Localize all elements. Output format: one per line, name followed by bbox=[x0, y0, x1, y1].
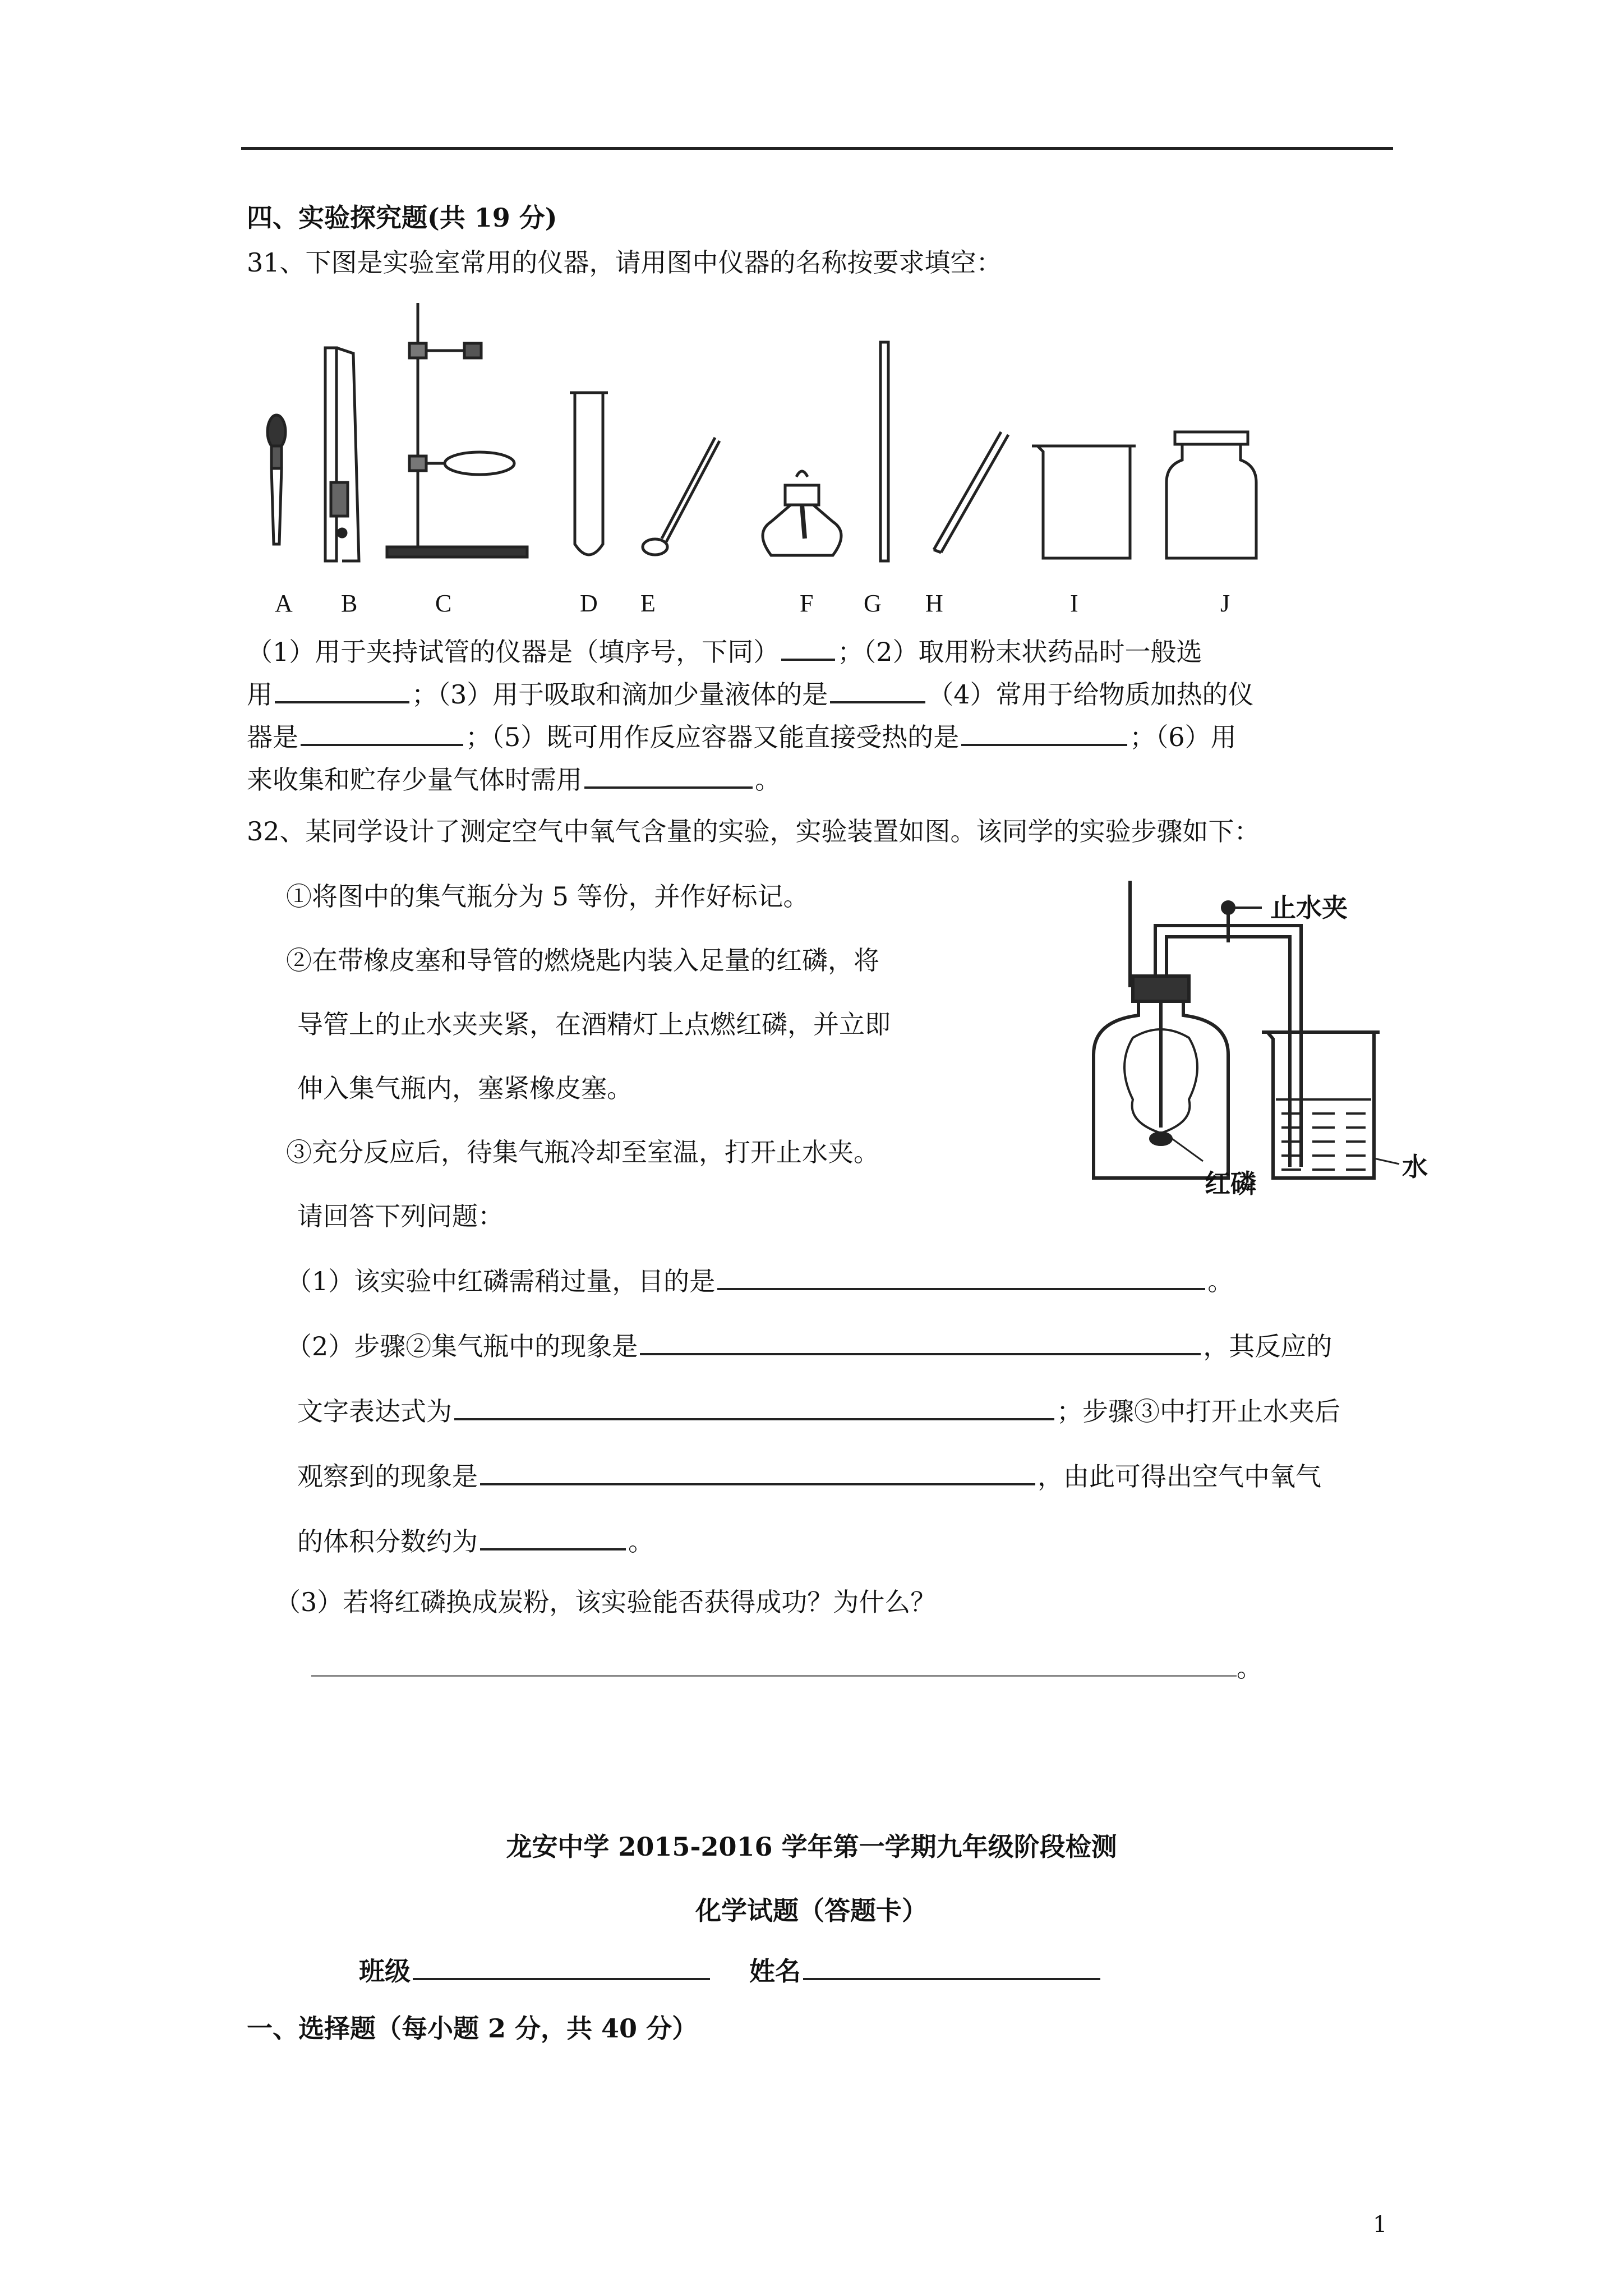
section-title: 四、实验探究题(共 19 分) bbox=[247, 203, 557, 233]
top-rule bbox=[241, 147, 1393, 150]
dropper-icon bbox=[268, 415, 285, 544]
apparatus-letter-b: B bbox=[341, 590, 358, 617]
answer-blank-4[interactable] bbox=[301, 718, 463, 746]
class-input[interactable] bbox=[413, 1952, 710, 1980]
q31-stem: 31、下图是实验室常用的仪器，请用图中仪器的名称按要求填空： bbox=[247, 247, 1002, 278]
tweezers-icon bbox=[934, 432, 1008, 553]
answer-blank-12[interactable] bbox=[311, 1649, 1237, 1677]
answer-blank-6[interactable] bbox=[584, 761, 753, 789]
q32-step-3: ③充分反应后，待集气瓶冷却至室温，打开止水夹。 bbox=[286, 1137, 879, 1167]
q31-line-2: 用 ；（3）用于吸取和滴加少量液体的是 （4）常用于给物质加热的仪 bbox=[247, 675, 1254, 711]
answer-blank-10[interactable] bbox=[480, 1457, 1035, 1485]
answer-blank-11[interactable] bbox=[480, 1522, 626, 1550]
test-tube-holder-icon bbox=[325, 348, 359, 561]
q31-line-3: 器是 ；（5）既可用作反应容器又能直接受热的是 ；（6）用 bbox=[247, 718, 1237, 754]
q32-step-1: ①将图中的集气瓶分为 5 等份，并作好标记。 bbox=[286, 881, 809, 912]
alcohol-lamp-icon bbox=[763, 471, 841, 555]
apparatus-letter-a: A bbox=[275, 590, 293, 617]
q32-answer-3: （3）若将红磷换成炭粉，该实验能否获得成功？为什么？ bbox=[275, 1587, 937, 1617]
apparatus-letter-i: I bbox=[1070, 590, 1078, 617]
q32-answer-2a: （2）步骤②集气瓶中的现象是 ，其反应的 bbox=[286, 1327, 1332, 1363]
q32-answer-2b: 文字表达式为 ；步骤③中打开止水夹后 bbox=[297, 1392, 1340, 1428]
q32-prompt: 请回答下列问题： bbox=[297, 1201, 504, 1231]
apparatus-letter-c: C bbox=[435, 590, 452, 617]
q32-answer-1: （1）该实验中红磷需稍过量，目的是 。 bbox=[286, 1262, 1233, 1298]
apparatus-letter-h: H bbox=[925, 590, 943, 617]
page-number: 1 bbox=[1373, 2212, 1387, 2238]
apparatus-letter-g: G bbox=[864, 590, 882, 617]
water-label: 水 bbox=[1402, 1152, 1428, 1182]
q32-step-2a: ②在带橡皮塞和导管的燃烧匙内装入足量的红磷，将 bbox=[286, 945, 879, 976]
beaker-icon bbox=[1032, 446, 1136, 558]
apparatus-letter-f: F bbox=[800, 590, 814, 617]
apparatus-letter-j: J bbox=[1220, 590, 1230, 617]
answer-card-subtitle: 化学试题（答题卡） bbox=[695, 1895, 928, 1926]
clamp-label: 止水夹 bbox=[1270, 892, 1348, 923]
gas-bottle-icon bbox=[1166, 432, 1256, 558]
q32-step-2c: 伸入集气瓶内，塞紧橡皮塞。 bbox=[297, 1073, 633, 1103]
answer-blank-5[interactable] bbox=[961, 718, 1127, 746]
name-input[interactable] bbox=[803, 1952, 1100, 1980]
q32-stem: 32、某同学设计了测定空气中氧气含量的实验，实验装置如图。该同学的实验步骤如下： bbox=[247, 816, 1260, 846]
iron-stand-icon bbox=[387, 303, 527, 557]
answer-blank-7[interactable] bbox=[717, 1262, 1205, 1290]
q31-line-4: 来收集和贮存少量气体时需用 。 bbox=[247, 761, 781, 797]
answer-blank-3[interactable] bbox=[830, 675, 925, 703]
q32-answer-2c: 观察到的现象是 ，由此可得出空气中氧气 bbox=[297, 1457, 1321, 1493]
spoon-icon bbox=[643, 438, 720, 555]
q32-answer-2d: 的体积分数约为 。 bbox=[297, 1522, 654, 1558]
apparatus-letter-e: E bbox=[640, 590, 656, 617]
apparatus-letter-d: D bbox=[580, 590, 598, 617]
name-field: 姓名 bbox=[749, 1952, 1103, 1988]
q31-line-1: （1）用于夹持试管的仪器是（填序号，下同） ；（2）取用粉末状药品时一般选 bbox=[247, 633, 1202, 669]
answer-card-title: 龙安中学 2015-2016 学年第一学期九年级阶段检测 bbox=[506, 1832, 1117, 1862]
q32-answer-3-line: 。 bbox=[311, 1649, 1262, 1685]
answer-blank-1[interactable] bbox=[781, 633, 835, 661]
glass-rod-icon bbox=[880, 342, 888, 561]
section-1-title: 一、选择题（每小题 2 分，共 40 分） bbox=[247, 2013, 698, 2044]
class-field: 班级 bbox=[359, 1952, 712, 1988]
q32-step-2b: 导管上的止水夹夹紧，在酒精灯上点燃红磷，并立即 bbox=[297, 1009, 891, 1039]
answer-blank-9[interactable] bbox=[454, 1392, 1054, 1420]
apparatus-figure bbox=[247, 297, 1267, 567]
phosphorus-label: 红磷 bbox=[1205, 1168, 1256, 1199]
answer-blank-2[interactable] bbox=[275, 675, 409, 703]
test-tube-icon bbox=[570, 393, 608, 555]
answer-blank-8[interactable] bbox=[640, 1327, 1201, 1355]
